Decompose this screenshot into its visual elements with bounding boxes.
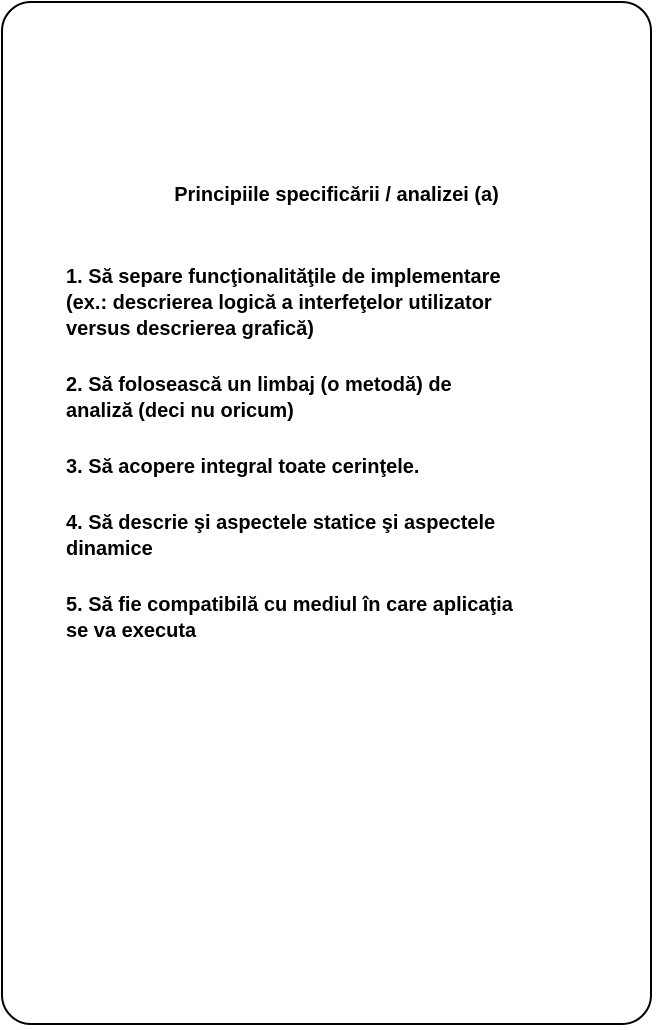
- principles-list: [66, 264, 626, 674]
- list-item: 1. Să separe funcţionalităţile de implementare (ex.: descrierea logică a interfeţelor utilizator versus descrierea grafică): [66, 266, 501, 340]
- slide-title: Principiile specificării / analizei (a): [174, 184, 499, 206]
- slide-card: [1, 1, 652, 1025]
- list-item: 3. Să acopere integral toate cerinţele.: [66, 456, 420, 478]
- list-item: 2. Să folosească un limbaj (o metodă) de analiză (deci nu oricum): [66, 374, 452, 422]
- list-item: 4. Să descrie şi aspectele statice şi aspectele dinamice: [66, 512, 496, 560]
- list-item: 5. Să fie compatibilă cu mediul în care aplicaţia se va executa: [66, 594, 513, 642]
